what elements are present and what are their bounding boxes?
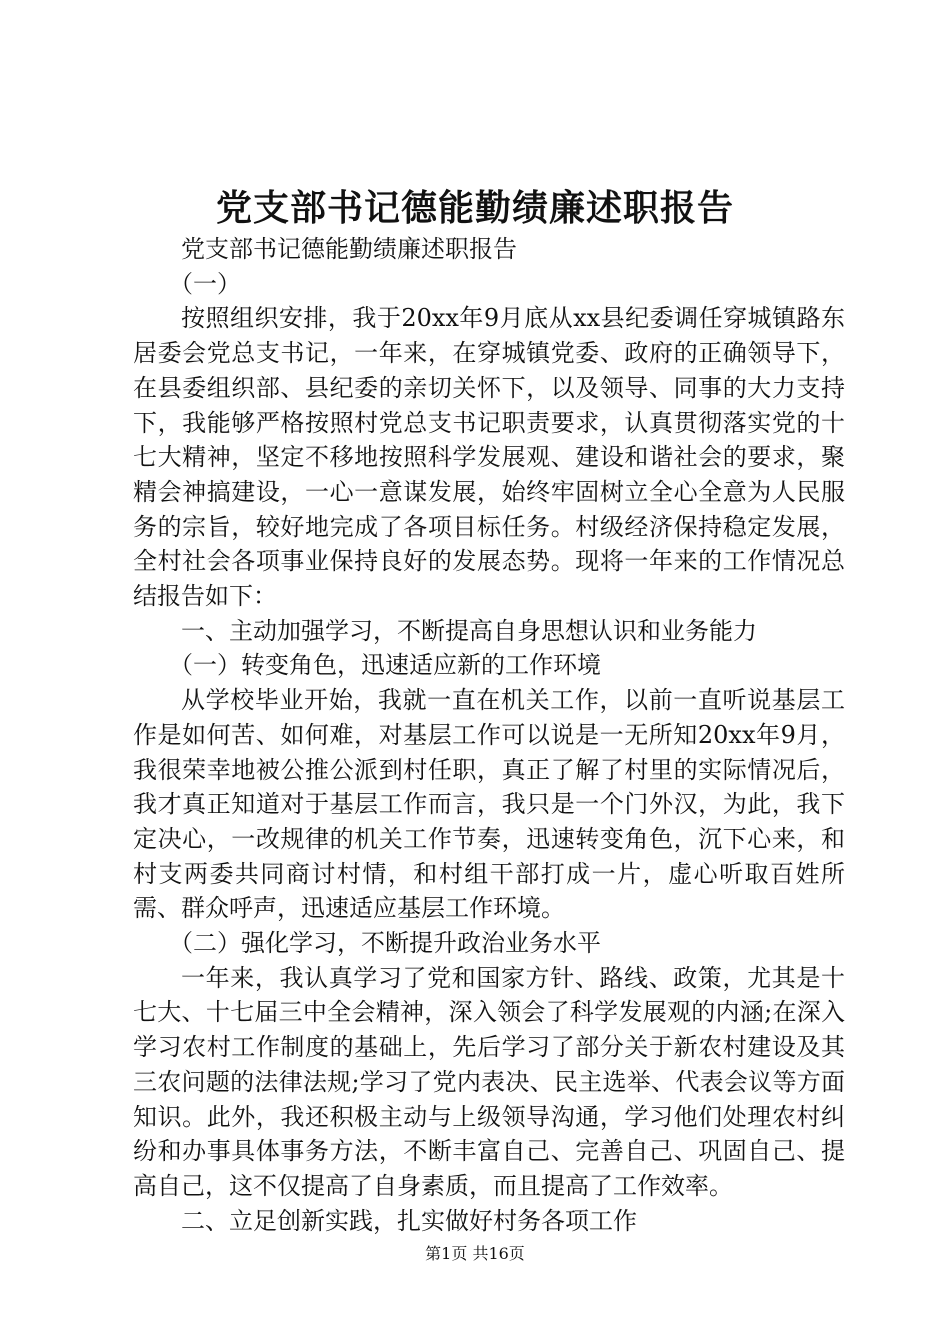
heading-section-one: 一、主动加强学习，不断提高自身思想认识和业务能力 [181,616,757,645]
document-title: 党支部书记德能勤绩廉述职报告 [215,187,734,229]
subheading-one: （一）转变角色，迅速适应新的工作环境 [169,651,601,680]
document-body [133,232,845,1238]
section-marker-paragraph: （一） [169,269,241,298]
body-paragraph-study: 一年来，我认真学习了党和国家方针、路线、政策，尤其是十七大、十七届三中全会精神，深入领会了科学发展观的内涵;在深入学习农村工作制度的基础上，先后学习了部分关于新农村建设及其三农问题的法律法规;学习了党内表决、民主选举、代表会议等方面知识。此外，我还积极主动与上级领导沟通，学习他们处理农村纠纷和办事具体事务方法，不断丰富自己、完善自己、巩固自己、提高自己，这不仅提高了自身素质，而且提高了工作效率。 [133,963,845,1200]
body-paragraph-role-change: 从学校毕业开始，我就一直在机关工作，以前一直听说基层工作是如何苦、如何难，对基层工作可以说是一无所知20xx年9月，我很荣幸地被公推公派到村任职，真正了解了村里的实际情况后，我才真正知道对于基层工作而言，我只是一个门外汉，为此，我下定决心，一改规律的机关工作节奏，迅速转变角色，沉下心来，和村支两委共同商讨村情，和村组干部打成一片，虚心听取百姓所需、群众呼声，迅速适应基层工作环境。 [133,686,845,923]
intro-paragraph: 按照组织安排，我于20xx年9月底从xx县纪委调任穿城镇路东居委会党总支书记，一年来，在穿城镇党委、政府的正确领导下，在县委组织部、县纪委的亲切关怀下，以及领导、同事的大力支持下，我能够严格按照村党总支书记职责要求，认真贯彻落实党的十七大精神，坚定不移地按照科学发展观、建设和谐社会的要求，聚精会神搞建设，一心一意谋发展，始终牢固树立全心全意为人民服务的宗旨，较好地完成了各项目标任务。村级经济保持稳定发展，全村社会各项事业保持良好的发展态势。现将一年来的工作情况总结报告如下： [133,304,845,611]
subtitle-paragraph: 党支部书记德能勤绩廉述职报告 [181,235,517,263]
heading-section-two: 二、立足创新实践，扎实做好村务各项工作 [181,1206,637,1235]
page-footer: 第1页 共16页 [425,1244,525,1263]
subheading-two: （二）强化学习，不断提升政治业务水平 [169,929,601,958]
